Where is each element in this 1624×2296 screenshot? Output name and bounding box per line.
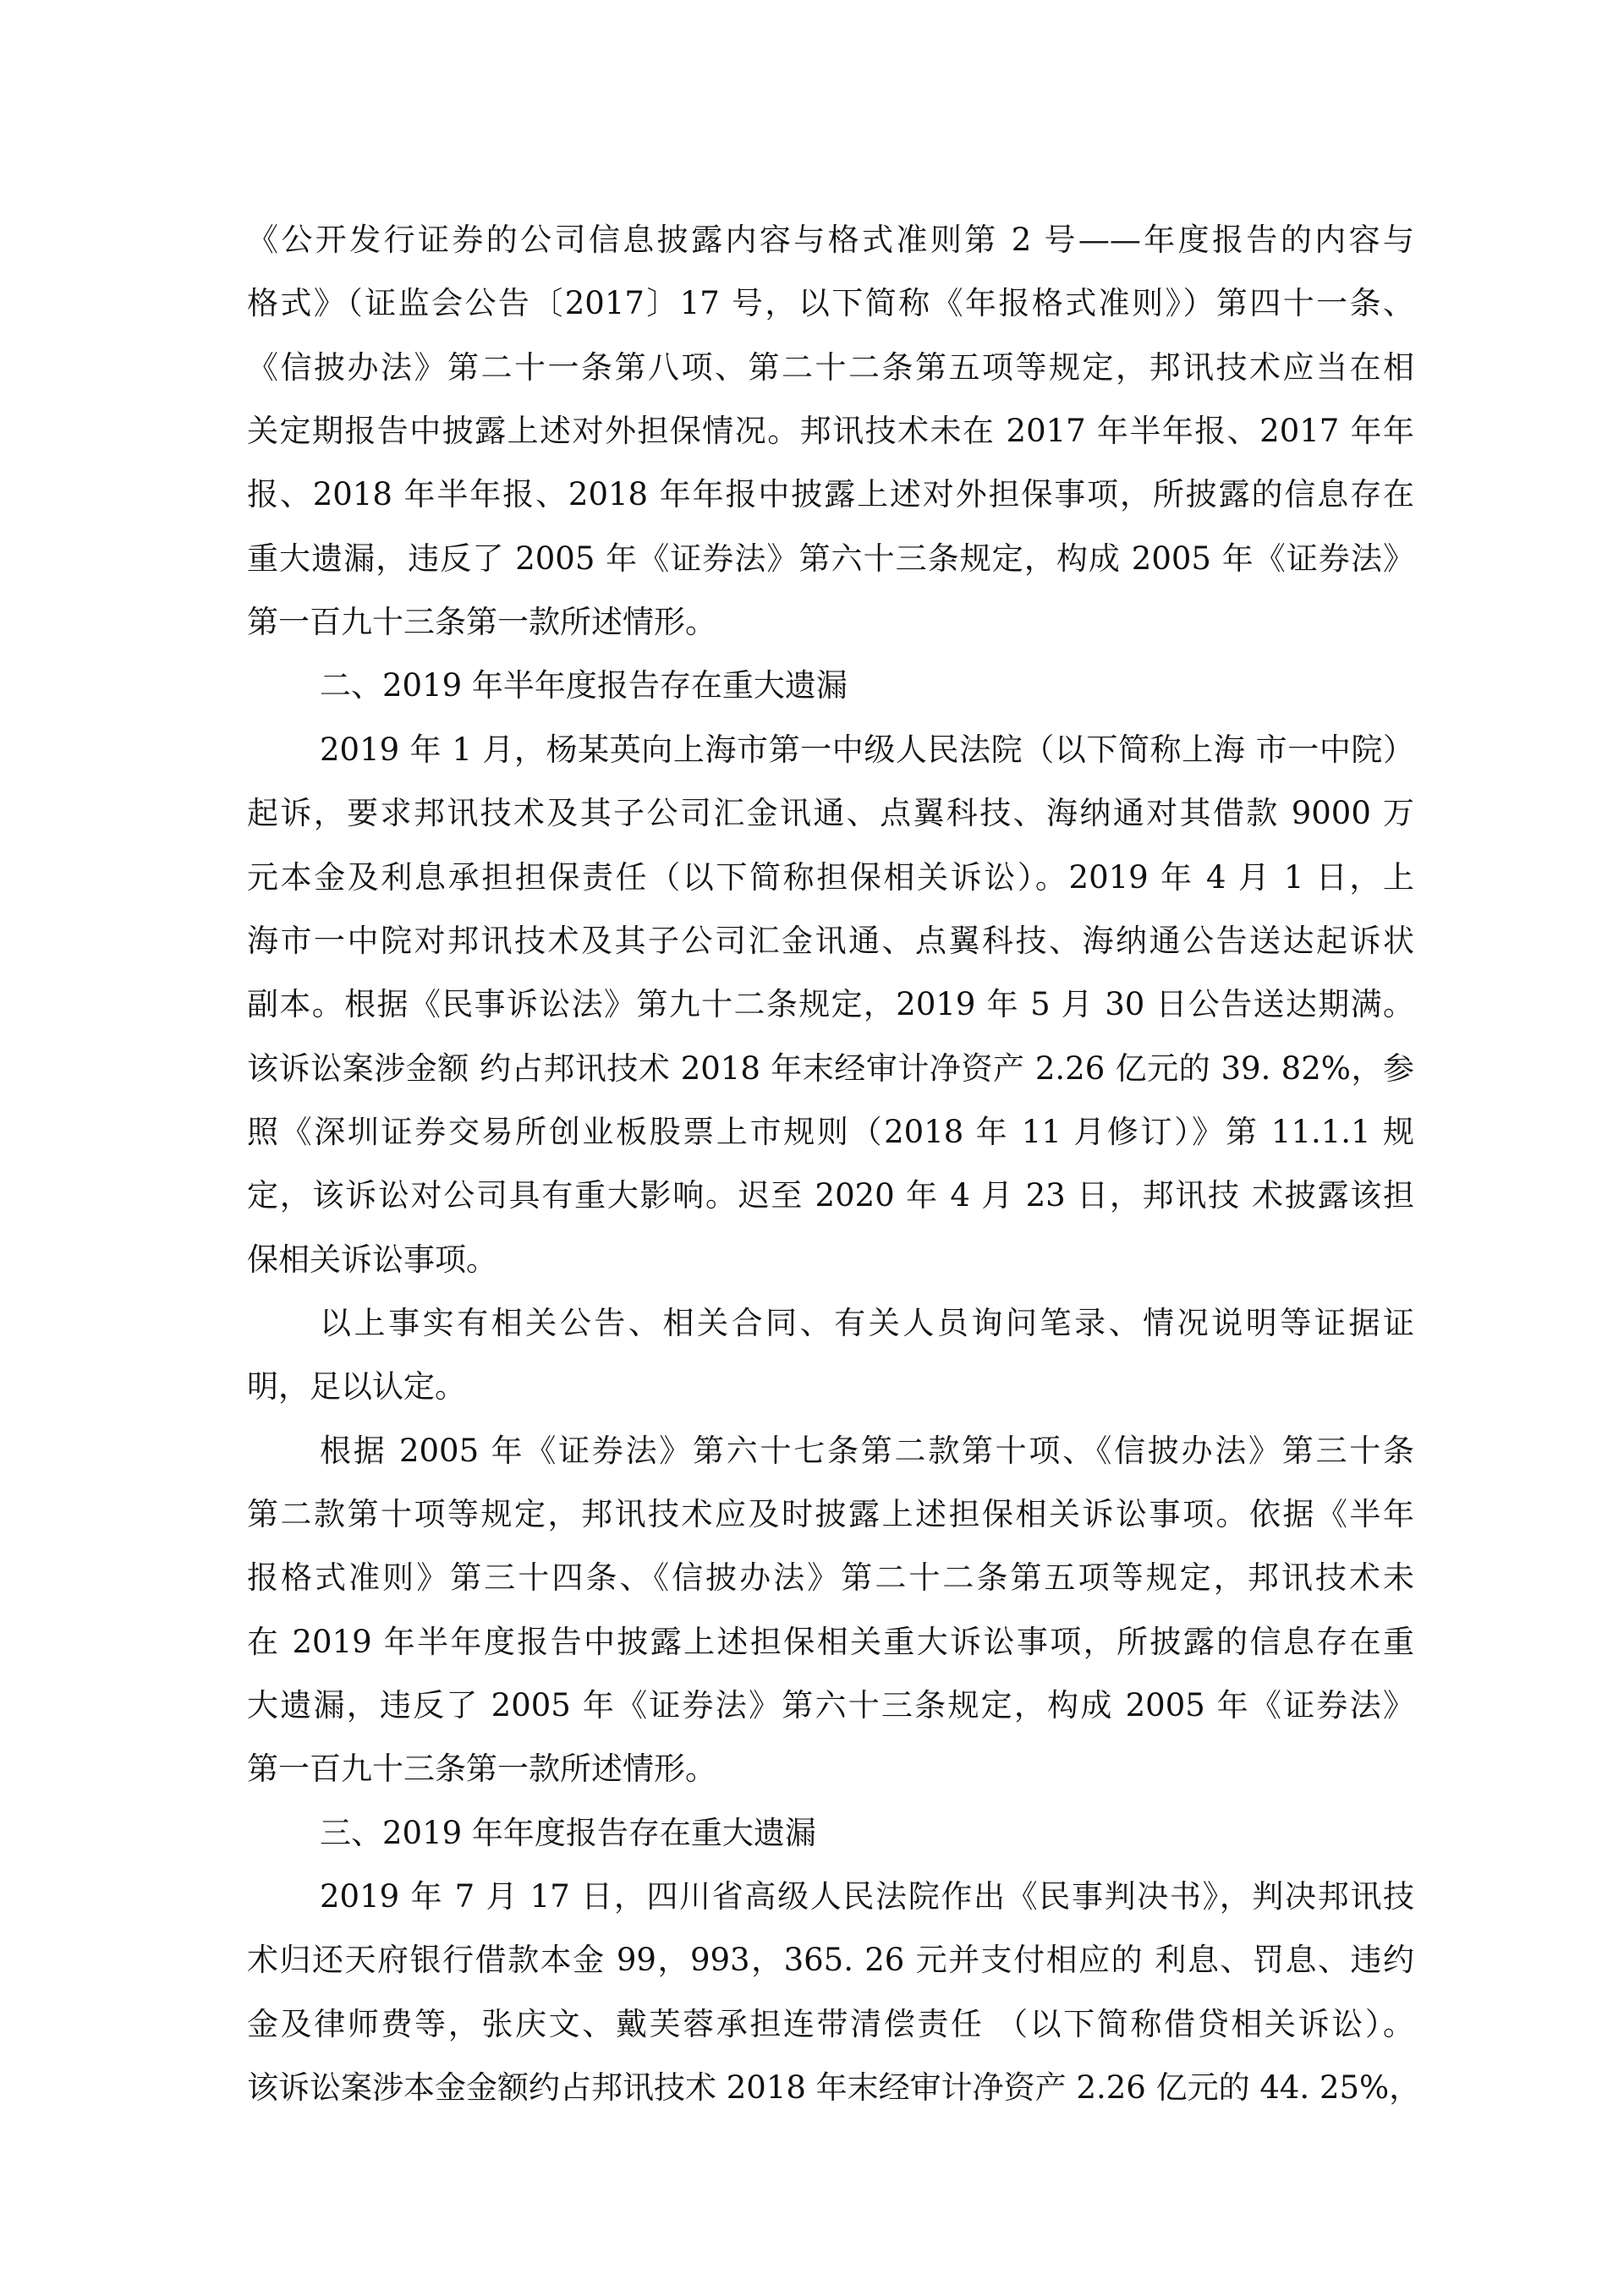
paragraph-line: 第一百九十三条第一款所述情形。 xyxy=(247,604,716,640)
paragraph-line: 术归还天府银行借款本金 99，993，365. 26 元并支付相应的 利息、罚息、违约 xyxy=(247,1942,1414,1978)
paragraph-line: 明，足以认定。 xyxy=(247,1368,466,1405)
paragraph-line: 格式》（证监会公告〔2017〕17 号，以下简称《年报格式准则》）第四十一条、 xyxy=(247,285,1414,321)
paragraph-line: 以上事实有相关公告、相关合同、有关人员询问笔录、情况说明等证据证 xyxy=(320,1305,1414,1341)
paragraph-line: 副本。根据《民事诉讼法》第九十二条规定，2019 年 5 月 30 日公告送达期满。 xyxy=(247,986,1414,1022)
paragraph-line: 该诉讼案涉本金金额约占邦讯技术 2018 年末经审计净资产 2.26 亿元的 44. 25%， xyxy=(247,2069,1421,2106)
paragraph-line: 2019 年 1 月，杨某英向上海市第一中级人民法院（以下简称上海 市一中院） xyxy=(320,732,1414,768)
paragraph-line: 第一百九十三条第一款所述情形。 xyxy=(247,1751,716,1787)
paragraph-line: 金及律师费等，张庆文、戴芙蓉承担连带清偿责任 （以下简称借贷相关诉讼）。 xyxy=(247,2006,1414,2042)
paragraph-line: 起诉，要求邦讯技术及其子公司汇金讯通、点翼科技、海纳通对其借款 9000 万 xyxy=(247,795,1414,831)
section-heading-3: 三、2019 年年度报告存在重大遗漏 xyxy=(320,1815,816,1851)
paragraph-line: 2019 年 7 月 17 日，四川省高级人民法院作出《民事判决书》，判决邦讯技 xyxy=(320,1878,1414,1915)
paragraph-line: 照《深圳证券交易所创业板股票上市规则（2018 年 11 月修订）》第 11.1.1 规 xyxy=(247,1114,1414,1150)
paragraph-line: 报、2018 年半年报、2018 年年报中披露上述对外担保事项，所披露的信息存在 xyxy=(247,476,1414,512)
paragraph-line: 大遗漏，违反了 2005 年《证券法》第六十三条规定，构成 2005 年《证券法》 xyxy=(247,1687,1414,1723)
section-heading-2: 二、2019 年半年度报告存在重大遗漏 xyxy=(320,667,848,704)
paragraph-line: 海市一中院对邦讯技术及其子公司汇金讯通、点翼科技、海纳通公告送达起诉状 xyxy=(247,923,1414,959)
paragraph-line: 保相关诉讼事项。 xyxy=(247,1241,497,1278)
paragraph-line: 在 2019 年半年度报告中披露上述担保相关重大诉讼事项，所披露的信息存在重 xyxy=(247,1624,1414,1660)
paragraph-line: 《信披办法》第二十一条第八项、第二十二条第五项等规定，邦讯技术应当在相 xyxy=(247,349,1414,386)
paragraph-line: 《公开发行证券的公司信息披露内容与格式准则第 2 号——年度报告的内容与 xyxy=(247,222,1414,258)
paragraph-line: 该诉讼案涉金额 约占邦讯技术 2018 年末经审计净资产 2.26 亿元的 39. 82%，参 xyxy=(247,1050,1414,1087)
paragraph-line: 根据 2005 年《证券法》第六十七条第二款第十项、《信披办法》第三十条 xyxy=(320,1433,1414,1469)
paragraph-line: 第二款第十项等规定，邦讯技术应及时披露上述担保相关诉讼事项。依据《半年 xyxy=(247,1496,1414,1532)
paragraph-line: 重大遗漏，违反了 2005 年《证券法》第六十三条规定，构成 2005 年《证券法》 xyxy=(247,540,1414,577)
paragraph-line: 关定期报告中披露上述对外担保情况。邦讯技术未在 2017 年半年报、2017 年年 xyxy=(247,413,1414,449)
paragraph-line: 报格式准则》第三十四条、《信披办法》第二十二条第五项等规定，邦讯技术未 xyxy=(247,1559,1414,1596)
paragraph-line: 定，该诉讼对公司具有重大影响。迟至 2020 年 4 月 23 日，邦讯技 术披露该担 xyxy=(247,1177,1414,1214)
paragraph-line: 元本金及利息承担担保责任（以下简称担保相关诉讼）。2019 年 4 月 1 日，上 xyxy=(247,859,1414,896)
